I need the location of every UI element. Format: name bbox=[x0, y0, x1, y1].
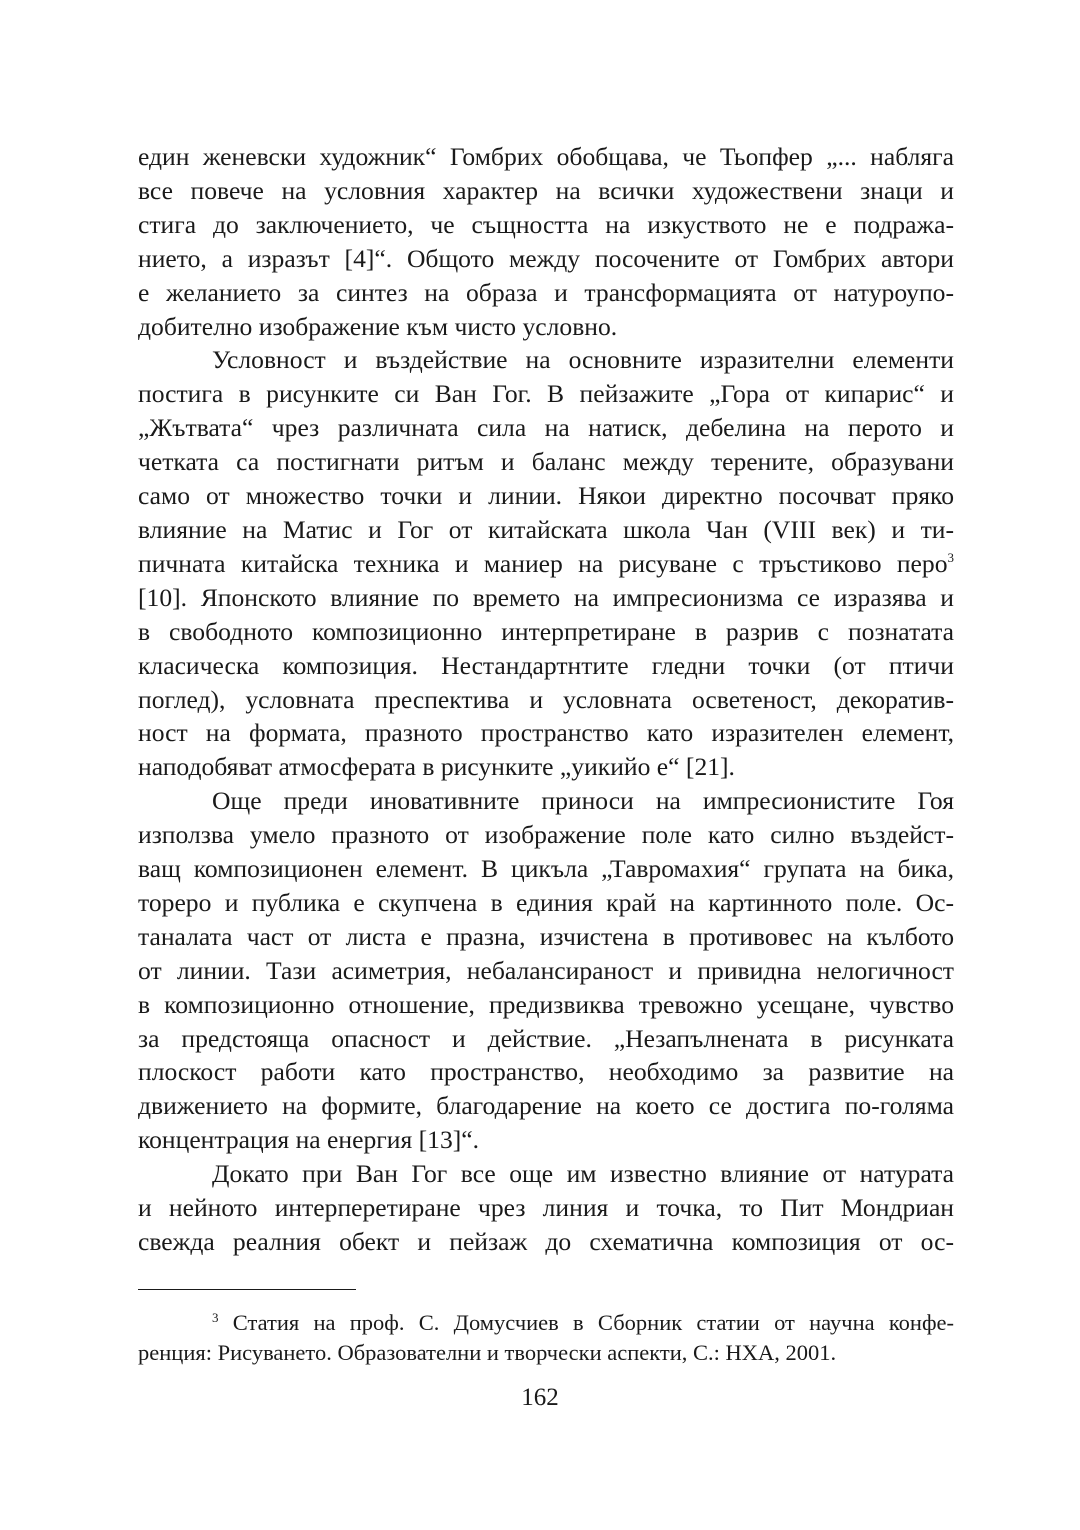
text-line: класическа композиция. Нестандартнтите гледни точки (от птичи bbox=[138, 650, 954, 680]
text-line: плоскост работи като пространство, необходимо за развитие на bbox=[138, 1057, 954, 1087]
text-line: в композиционно отношение, предизвиква тревожно усещане, чувство bbox=[138, 989, 954, 1019]
text-line: нието, а изразът [4]“. Общото между посочените от Гомбрих автори bbox=[138, 243, 954, 273]
text-line: тореро и публика е скупчена в единия край на картинното поле. Ос- bbox=[138, 887, 954, 917]
text-line: наподобяват атмосферата в рисунките „уикийо е“ [21]. bbox=[138, 752, 735, 782]
text-line: за предстояща опасност и действие. „Незапълнената в рисунката bbox=[138, 1023, 954, 1053]
text-line: все повече на условния характер на всички художествени знаци и bbox=[138, 175, 954, 205]
text-line: от линии. Тази асиметрия, небалансираност и привидна нелогичност bbox=[138, 955, 954, 985]
body-text bbox=[138, 140, 954, 1259]
text-line: ващ композиционен елемент. В цикъла „Тавромахия“ групата на бика, bbox=[138, 854, 954, 884]
paragraph-1 bbox=[138, 140, 954, 343]
text-line: четката са постигнати ритъм и баланс между терените, образувани bbox=[138, 447, 954, 477]
text-line: и нейното интерперетиране чрез линия и точка, то Пит Мондриан bbox=[138, 1193, 954, 1223]
text-line: поглед), условната преспектива и условната осветеност, декоратив- bbox=[138, 684, 954, 714]
text-line-content: пичната китайска техника и маниер на рисуване с тръстиково перо bbox=[138, 548, 948, 578]
text-line: свежда реалния обект и пейзаж до схематична композиция от ос- bbox=[138, 1227, 954, 1256]
text-line: е желанието за синтез на образа и трансформацията от натуроупо- bbox=[138, 277, 954, 307]
paragraph-2 bbox=[138, 343, 954, 784]
text-line: добително изображение към чисто условно. bbox=[138, 311, 618, 341]
text-line: „Жътвата“ чрез различната сила на натиск, дебелина на перото и bbox=[138, 413, 954, 443]
footnote-separator bbox=[138, 1289, 356, 1290]
text-line: таналата част от листа е празна, изчистена в противовес на кълбото bbox=[138, 921, 954, 951]
text-line: постига в рисунките си Ван Гог. В пейзажите „Гора от кипарис“ и bbox=[138, 379, 954, 409]
page-number: 162 bbox=[521, 1384, 559, 1411]
text-line: [10]. Японското влияние по времето на импресионизма се изразява и bbox=[138, 582, 954, 612]
text-line: един женевски художник“ Гомбрих обобщава, че Тьопфер „... набляга bbox=[138, 142, 954, 171]
text-line: в свободното композиционно интерпретиране в разрив с познатата bbox=[138, 616, 954, 646]
text-line: използва умело празното от изображение поле като силно въздейст- bbox=[138, 820, 954, 850]
text-line: Още преди иновативните приноси на импресионистите Гоя bbox=[212, 786, 954, 816]
footnote bbox=[138, 1308, 954, 1368]
text-line: Докато при Ван Гог все още им известно влияние от натурата bbox=[212, 1159, 954, 1189]
footnote-line: ренция: Рисуването. Образователни и творчески аспекти, С.: НХА, 2001. bbox=[138, 1340, 837, 1365]
footnote-reference[interactable]: 3 bbox=[947, 549, 954, 565]
text-line: само от множество точки и линии. Някои директно посочват пряко bbox=[138, 481, 954, 511]
footnote-line-content: Статия на проф. С. Домусчиев в Сборник статии от научна конфе- bbox=[232, 1310, 955, 1335]
text-line: движението на формите, благодарение на което се достига по-голяма bbox=[138, 1091, 954, 1121]
text-line: стига до заключението, че същността на изкуството не е подража- bbox=[138, 209, 954, 239]
paragraph-4 bbox=[138, 1157, 954, 1259]
footnote-line bbox=[138, 1308, 954, 1338]
footnote-number: 3 bbox=[212, 1310, 219, 1325]
paragraph-3 bbox=[138, 784, 954, 1157]
text-line-with-footnote-ref bbox=[138, 547, 954, 581]
text-line: концентрация на енергия [13]“. bbox=[138, 1125, 480, 1155]
text-line: влияние на Матис и Гог от китайската школа Чан (VIII век) и ти- bbox=[138, 514, 954, 544]
text-line: Условност и въздействие на основните изразителни елементи bbox=[212, 345, 954, 375]
text-line: ност на формата, празното пространство като изразителен елемент, bbox=[138, 718, 954, 748]
